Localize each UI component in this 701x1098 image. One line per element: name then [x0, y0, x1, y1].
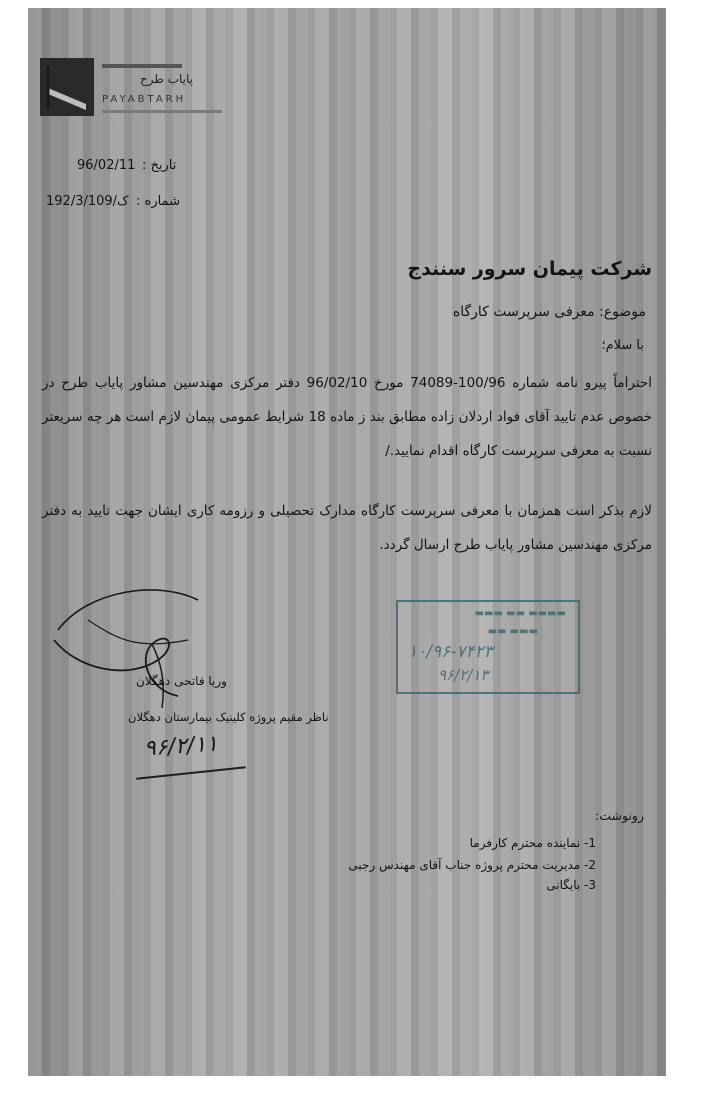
- logo-name-fa: پایاب طرح: [140, 72, 194, 86]
- copies-title: رونوشت:: [595, 808, 644, 823]
- copy-item: 3- بایگانی: [546, 878, 596, 892]
- signer-title: ناظر مقیم پروژه کلینیک بیمارستان دهگلان: [128, 710, 329, 724]
- body-paragraph-2: لازم بذکر است همزمان با معرفی سرپرست کارگاه مدارک تحصیلی و رزومه کاری ایشان جهت تایید به دفتر مرکزی مهندسین مشاور پایاب طرح ارسال گردد.: [42, 503, 652, 553]
- paya-tarh-logo-icon: [40, 58, 94, 116]
- subject-line: موضوع: معرفی سرپرست کارگاه: [452, 304, 646, 320]
- recipient: شرکت پیمان سرور سنندج: [407, 258, 652, 280]
- receipt-stamp: [396, 600, 580, 694]
- stamp-header-smudge: ▬▬▬ ▬▬ ▬▬▬▬: [474, 608, 566, 619]
- body-paragraph-1: احتراماً پیرو نامه شماره 100/96-74089 مورخ 96/02/10 دفتر مرکزی مهندسین مشاور پایاب طرح در خصوص عدم تایید آقای فواد اردلان زاده مطابق بند ز ماده 18 شرایط عمومی پیمان لازم است هر چه سریعتر نسبت به معرفی سرپرست کارگاه اقدام نمایید./: [42, 375, 652, 459]
- stamp-date: ۹۶/۲/۱۳: [438, 666, 489, 684]
- copy-item: 2- مدیریت محترم پروژه جناب آقای مهندس رجبی: [348, 858, 596, 872]
- signer-name: وریا فاتحی دهگلان: [136, 674, 227, 688]
- handwritten-date: ۹۶/۲/۱۱: [143, 731, 219, 762]
- stamp-number: ۱۰/۹۶-۷۴۲۳: [408, 642, 493, 662]
- date-value: 96/02/11: [77, 158, 136, 173]
- logo-name-en: PAYABTARH: [102, 94, 187, 105]
- scanned-letter: [28, 8, 666, 1076]
- date-label: تاریخ :: [142, 158, 177, 173]
- stamp-subheader-smudge: ▬▬ ▬▬▬: [487, 626, 538, 637]
- greeting: با سلام؛: [601, 338, 644, 353]
- number-value: 192/3/ک/109: [46, 194, 129, 209]
- logo-sub-rule: [102, 110, 222, 113]
- copy-item: 1- نماینده محترم کارفرما: [469, 836, 596, 850]
- number-label: شماره :: [136, 194, 180, 209]
- company-logo: [40, 58, 230, 128]
- logo-upper-rule: [102, 64, 182, 68]
